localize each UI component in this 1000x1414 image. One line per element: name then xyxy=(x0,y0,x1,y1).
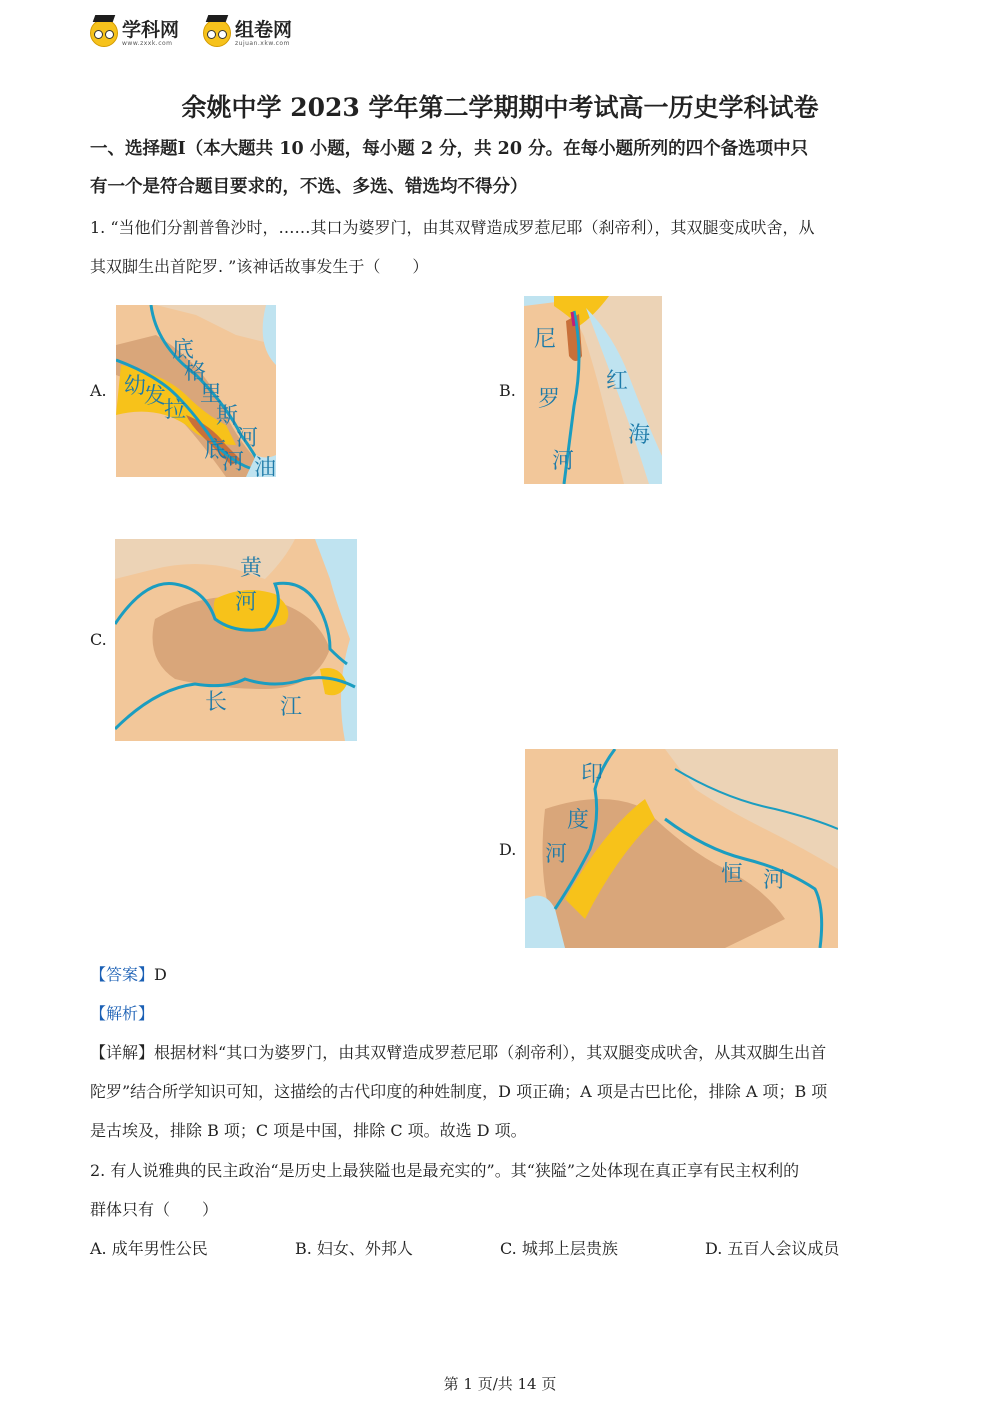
logo1-url: www.zxxk.com xyxy=(122,39,173,47)
map-label: 发 xyxy=(144,384,167,409)
answer-tag: 【答案】 xyxy=(90,965,155,984)
map-label: 里 xyxy=(200,382,223,407)
map-label: 河 xyxy=(236,426,259,451)
map-label: 底 xyxy=(172,338,195,363)
q2-option-c[interactable]: C. 城邦上层贵族 xyxy=(500,1239,618,1258)
q1-option-d-label[interactable]: D. xyxy=(499,840,517,859)
map-label: 河 xyxy=(552,449,575,474)
q2-stem-line1: 2. 有人说雅典的民主政治“是历史上最狭隘也是最充实的”。其“狭隘”之处体现在真正享有民主权利的 xyxy=(90,1161,800,1180)
page-number: 第 1 页/共 14 页 xyxy=(443,1375,557,1393)
map-label: 油 xyxy=(254,456,276,477)
map-label: 红 xyxy=(606,369,629,394)
map-label: 度 xyxy=(567,808,590,833)
detail-tag: 【详解】 xyxy=(90,1043,155,1062)
egypt-map[interactable] xyxy=(524,296,662,484)
china-map[interactable] xyxy=(115,539,357,741)
map-label: 拉 xyxy=(164,398,187,423)
page-title: 余姚中学 2023 学年第二学期期中考试高一历史学科试卷 xyxy=(181,93,819,122)
q1-option-a-label[interactable]: A. xyxy=(90,381,107,400)
xuekewang-logo xyxy=(90,16,179,50)
map-label: 尼 xyxy=(534,327,557,352)
map-label: 河 xyxy=(235,590,258,615)
q1-detail-line3: 是古埃及，排除 B 项；C 项是中国，排除 C 项。故选 D 项。 xyxy=(90,1121,527,1140)
map-label: 印 xyxy=(581,762,604,787)
india-map[interactable] xyxy=(525,749,838,948)
q1-stem-line1: 1. “当他们分割普鲁沙时，……其口为婆罗门，由其双臂造成罗惹尼耶（刹帝利），其双腿变成吠舍，从 xyxy=(90,218,815,237)
detail-text-1: 根据材料“其口为婆罗门，由其双臂造成罗惹尼耶（刹帝利），其双腿变成吠舍，从其双脚生出首 xyxy=(154,1043,827,1062)
section-heading-line2: 有一个是符合题目要求的，不选、多选、错选均不得分） xyxy=(90,177,528,197)
mascot-icon xyxy=(90,19,118,47)
map-label: 河 xyxy=(222,450,245,475)
q2-stem-line2: 群体只有（ ） xyxy=(90,1200,219,1219)
section-heading-line1: 一、选择题Ⅰ（本大题共 10 小题，每小题 2 分，共 20 分。在每小题所列的四个备选项中只 xyxy=(90,139,809,159)
map-label: 罗 xyxy=(538,387,561,412)
q2-option-b[interactable]: B. 妇女、外邦人 xyxy=(295,1239,413,1258)
q1-detail-line1 xyxy=(90,1033,910,1072)
q1-option-c-label[interactable]: C. xyxy=(90,630,107,649)
answer-value: D xyxy=(154,965,167,984)
map-label: 斯 xyxy=(216,404,239,429)
map-label: 长 xyxy=(205,690,228,715)
logo1-name: 学科网 xyxy=(122,18,180,41)
analysis-tag: 【解析】 xyxy=(90,1004,155,1023)
map-label: 幼 xyxy=(124,374,147,399)
map-label: 江 xyxy=(280,695,303,720)
logo2-url: zujuan.xkw.com xyxy=(235,39,290,47)
q2-option-a[interactable]: A. 成年男性公民 xyxy=(90,1239,208,1258)
map-label: 格 xyxy=(184,360,207,385)
mascot-icon xyxy=(203,19,231,47)
zujuanwang-logo xyxy=(203,16,292,50)
map-label: 恒 xyxy=(721,862,744,887)
map-label: 黄 xyxy=(240,556,263,581)
map-label: 底 xyxy=(204,438,227,463)
logo2-name: 组卷网 xyxy=(235,18,293,41)
q1-stem-line2: 其双脚生出首陀罗. ”该神话故事发生于（ ） xyxy=(90,257,429,276)
map-label: 河 xyxy=(545,842,568,867)
q1-detail-line2: 陀罗”结合所学知识可知，这描绘的古代印度的种姓制度，D 项正确；A 项是古巴比伦，排除 A 项；B 项 xyxy=(90,1082,828,1101)
q1-option-b-label[interactable]: B. xyxy=(499,381,516,400)
map-label: 海 xyxy=(628,423,651,448)
q2-options xyxy=(90,1229,910,1268)
q2-option-d[interactable]: D. 五百人会议成员 xyxy=(705,1239,840,1258)
map-label: 河 xyxy=(763,868,786,893)
q1-answer xyxy=(90,955,910,994)
mesopotamia-map[interactable] xyxy=(116,305,276,477)
